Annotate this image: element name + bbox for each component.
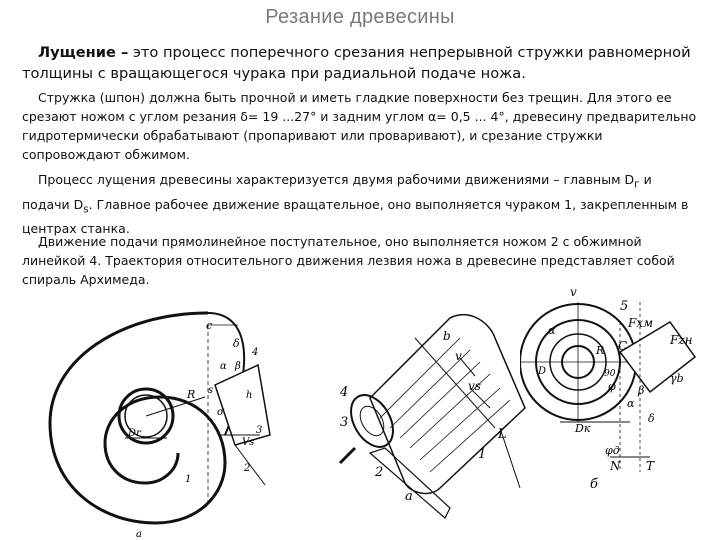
- slide-title: Резание древесины: [265, 6, 455, 28]
- subscript-g: г: [634, 178, 640, 191]
- cutting-geometry-diagram: [520, 282, 715, 512]
- label-2: 2: [244, 463, 251, 474]
- paragraph-shpon-text: Стружка (шпон) должна быть прочной и иметь гладкие поверхности без трещин. Для этого ее срезают ножом с углом резания δ= 19 ...27° и задним углом α= 0,5 ... 4°, древесину предварительно гидротермически обрабатывают (пропаривают или проваривают), и срезание стружки сопровождают обжимом.: [22, 90, 697, 162]
- label-D: D: [538, 366, 547, 377]
- label-alpha: α: [548, 324, 556, 337]
- label-a: a: [405, 489, 413, 504]
- label-4: 4: [252, 347, 259, 358]
- label-h: h: [246, 390, 253, 401]
- label-2: 2: [375, 465, 384, 480]
- term-lushchenie: Лущение –: [38, 44, 129, 61]
- label-R: R: [187, 388, 196, 401]
- label-gamma-b: γb: [670, 372, 684, 385]
- label-fzn: Fzн: [670, 333, 693, 347]
- label-N: N: [610, 459, 621, 473]
- label-3: 3: [340, 415, 349, 430]
- paragraph-motions: [22, 170, 702, 238]
- label-alpha-2: α: [627, 397, 635, 410]
- label-3: 3: [256, 425, 263, 436]
- label-T: T: [646, 459, 655, 473]
- label-fxm: Fхм: [628, 316, 654, 330]
- label-90: 90: [604, 369, 616, 379]
- label-b6: б: [590, 477, 598, 492]
- label-v: v: [455, 349, 462, 363]
- label-dk: Dк: [575, 422, 591, 435]
- label-4: 4: [340, 385, 349, 400]
- label-1: 1: [185, 474, 192, 485]
- paragraph-motions-text-2: и подачи D: [22, 172, 652, 212]
- label-5: 5: [620, 299, 629, 314]
- log-end: [342, 388, 401, 454]
- label-beta: β: [235, 361, 241, 372]
- label-vs: vs: [468, 379, 481, 393]
- label-R: R: [596, 344, 605, 357]
- label-vs: Vs: [242, 437, 255, 448]
- label-alpha: α: [220, 361, 227, 372]
- spiral-curve: [50, 313, 225, 523]
- label-L: L: [498, 427, 507, 442]
- label-s: s: [208, 385, 214, 396]
- label-b: b: [443, 329, 451, 343]
- label-v: v: [570, 285, 577, 299]
- label-beta: β: [638, 384, 645, 397]
- paragraph-shpon: [22, 88, 702, 164]
- spiral-diagram: [20, 305, 290, 540]
- knife-blade: [370, 448, 450, 518]
- definition-paragraph: [22, 42, 702, 84]
- label-phid: φд: [605, 444, 620, 457]
- label-sigma: σ: [217, 407, 224, 418]
- paragraph-motions-text-3: . Главное рабочее движение вращательное, оно выполняется чураком 1, закрепленным в центрах станка.: [22, 196, 689, 236]
- paragraph-motions-text-1: Процесс лущения древесины характеризуется двумя рабочими движениями – главным D: [38, 172, 635, 187]
- label-delta: δ: [648, 412, 655, 425]
- label-a: a: [136, 529, 142, 540]
- label-phi: φ: [608, 380, 616, 393]
- label-c: c: [206, 319, 213, 332]
- label-C: C: [618, 339, 628, 353]
- label-delta: δ: [233, 337, 240, 350]
- definition-text: это процесс поперечного срезания непрерывной стружки равномерной толщины с вращающегося чурака при радиальной подаче ножа.: [22, 44, 691, 82]
- label-1: 1: [478, 447, 487, 462]
- label-dr: Dr: [128, 428, 141, 439]
- paragraph-feed-text: Движение подачи прямолинейное поступательное, оно выполняется ножом 2 с обжимной линейкой 4. Траектория относительного движения лезвия ножа в древесине представляет собой спираль Архимеда.: [22, 234, 675, 287]
- subscript-s: s: [83, 203, 89, 215]
- lathe-diagram: [330, 278, 550, 538]
